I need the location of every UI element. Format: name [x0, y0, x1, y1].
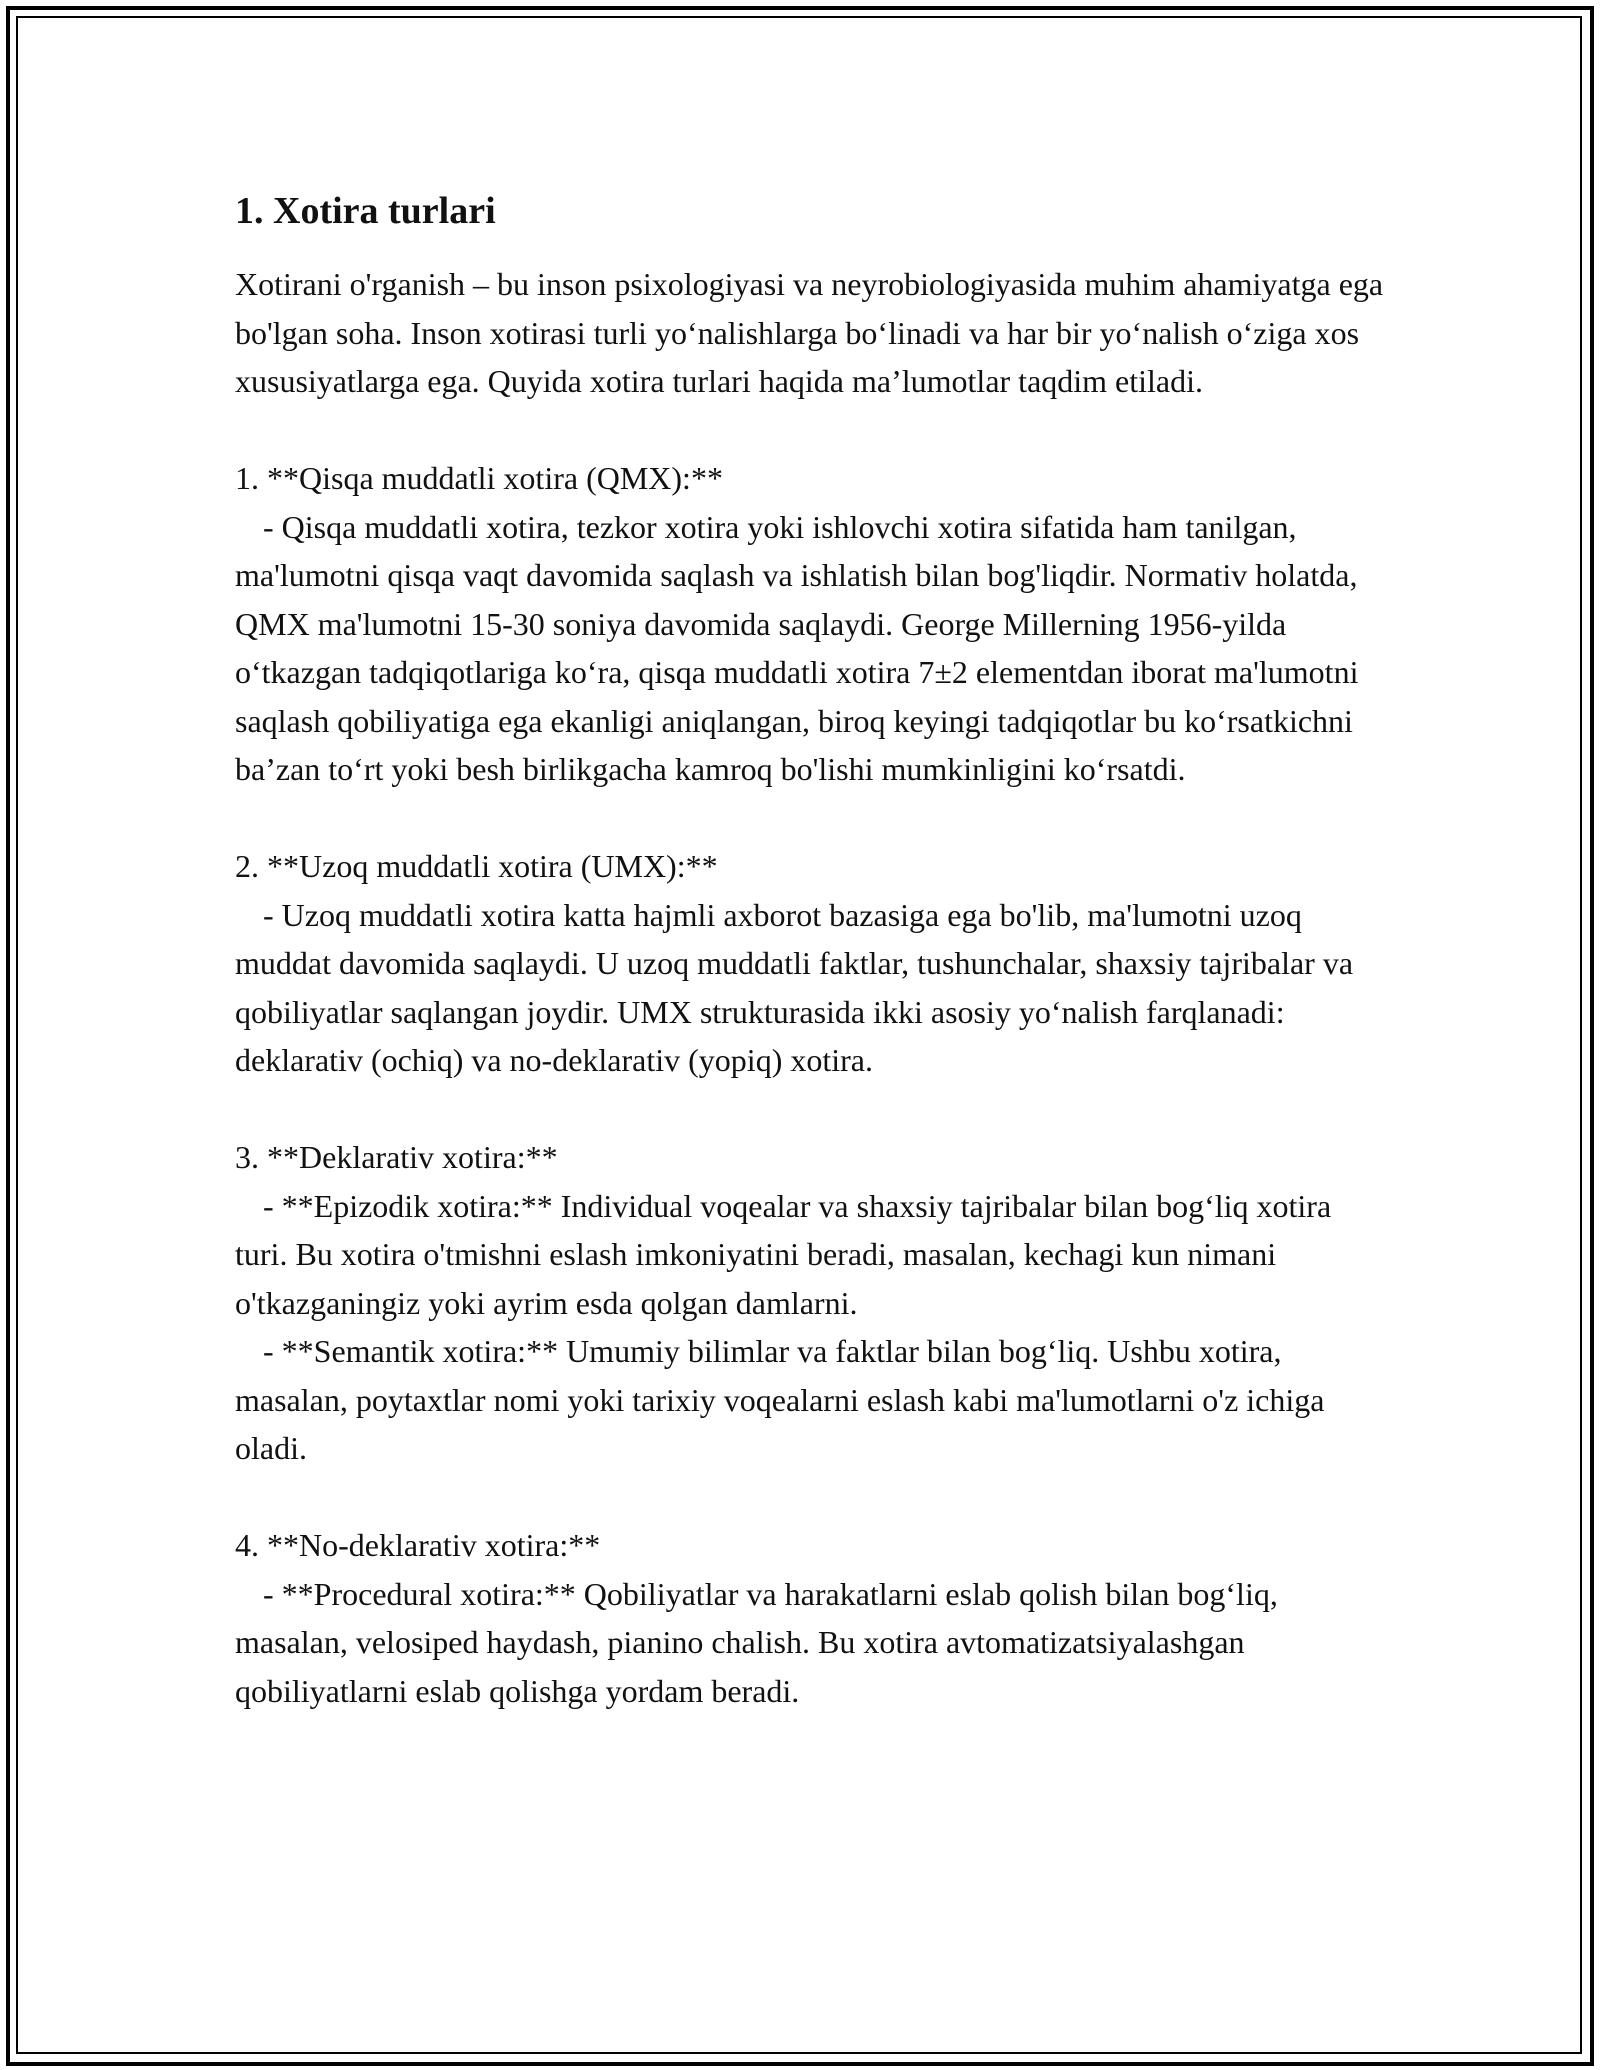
section-paragraph: - Uzoq muddatli xotira katta hajmli axborot bazasiga ega bo'lib, ma'lumotni uzoq muddat davomida saqlaydi. U uzoq muddatli faktlar, tushunchalar, shaxsiy tajribalar va qobiliyatlar saqlangan joydir. UMX strukturasida ikki asosiy yo‘nalish farqlanadi: deklarativ (ochiq) va no-deklarativ (yopiq) xotira. — [235, 896, 1354, 1078]
spacer — [235, 406, 1385, 455]
spacer — [235, 794, 1385, 843]
section-paragraph: - **Epizodik xotira:** Individual voqealar va shaxsiy tajribalar bilan bog‘liq xotira turi. Bu xotira o'tmishni eslash imkoniyatini beradi, masalan, kechagi kun nimani o'tkazganingiz yoki ayrim esda qolgan damlarni. — [235, 1187, 1332, 1321]
page-title: 1. Xotira turlari — [235, 190, 496, 232]
section-paragraph: - **Procedural xotira:** Qobiliyatlar va harakatlarni eslab qolish bilan bog‘liq, masalan, velosiped haydash, pianino chalish. Bu xotira avtomatizatsiyalashgan qobiliyatlarni eslab qolishga yordam beradi. — [235, 1575, 1278, 1709]
section-non-declarative-memory — [235, 1521, 1385, 1715]
section-title: 2. **Uzoq muddatli xotira (UMX):** — [235, 848, 718, 884]
intro-paragraph: Xotirani o'rganish – bu inson psixologiyasi va neyrobiologiyasida muhim ahamiyatga ega bo'lgan soha. Inson xotirasi turli yo‘nalishlarga bo‘linadi va har bir yo‘nalish o‘ziga xos xususiyatlarga ega. Quyida xotira turlari haqida ma’lumotlar taqdim etiladi. — [235, 266, 1384, 399]
section-title: 4. **No-deklarativ xotira:** — [235, 1527, 601, 1563]
section-short-term-memory — [235, 454, 1385, 794]
document-body — [235, 186, 1385, 1715]
section-long-term-memory — [235, 842, 1385, 1085]
spacer — [235, 1473, 1385, 1522]
section-declarative-memory — [235, 1133, 1385, 1473]
section-title: 1. **Qisqa muddatli xotira (QMX):** — [235, 460, 723, 496]
section-paragraph: - **Semantik xotira:** Umumiy bilimlar va faktlar bilan bog‘liq. Ushbu xotira, masalan, poytaxtlar nomi yoki tarixiy voqealarni eslash kabi ma'lumotlarni o'z ichiga oladi. — [235, 1333, 1325, 1466]
section-title: 3. **Deklarativ xotira:** — [235, 1139, 558, 1175]
section-paragraph: - Qisqa muddatli xotira, tezkor xotira yoki ishlovchi xotira sifatida ham tanilgan, ma'lumotni qisqa vaqt davomida saqlash va ishlatish bilan bog'liqdir. Normativ holatda, QMX ma'lumotni 15-30 soniya davomida saqlaydi. George Millerning 1956-yilda o‘tkazgan tadqiqotlariga ko‘ra, qisqa muddatli xotira 7±2 elementdan iborat ma'lumotni saqlash qobiliyatiga ega ekanligi aniqlangan, biroq keyingi tadqiqotlar bu ko‘rsatkichni ba’zan to‘rt yoki besh birlikgacha kamroq bo'lishi mumkinligini ko‘rsatdi. — [235, 508, 1359, 787]
spacer — [235, 1085, 1385, 1134]
